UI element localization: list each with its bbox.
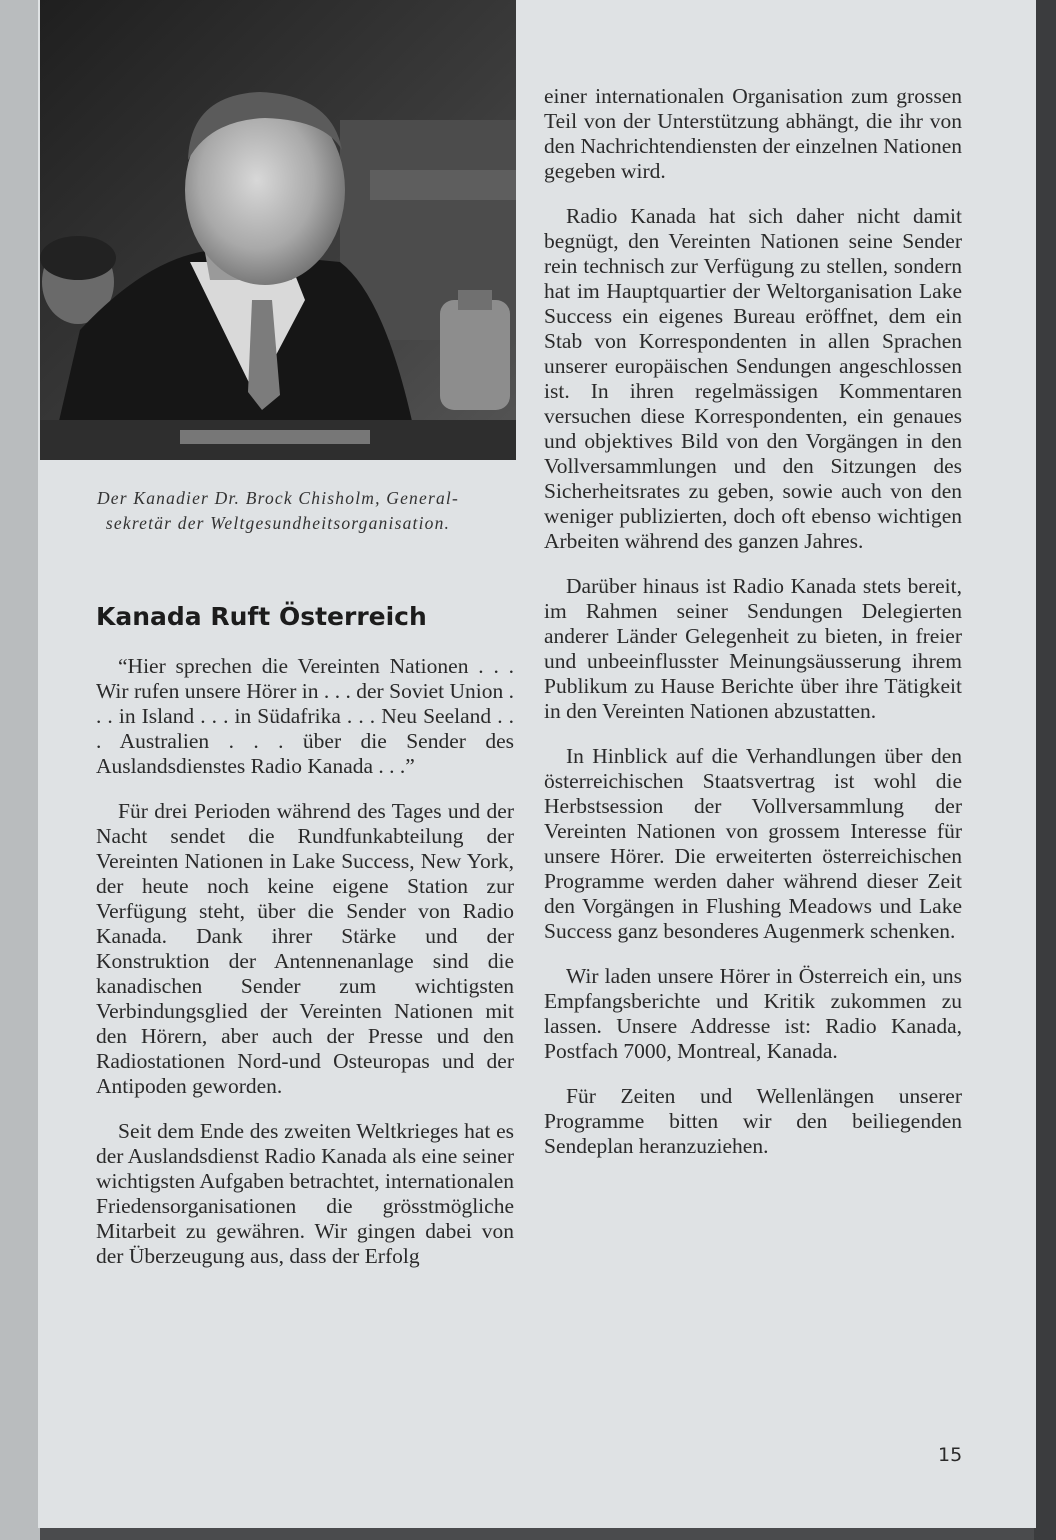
paragraph-right-4: Wir laden unsere Hörer in Österreich ein, uns Empfangsberichte und Kritik zukommen zu lassen. Unsere Addresse ist: Radio Kanada, Postfach 7000, Montreal, Kanada. — [544, 964, 962, 1063]
adjacent-page-edge — [0, 0, 40, 1540]
paragraph-right-0: einer internationalen Organisation zum grossen Teil von der Unterstützung abhängt, die ihr von den Nachrichtendiensten der einzelnen Nationen gegeben wird. — [544, 84, 962, 183]
paragraph-right-3: In Hinblick auf die Verhandlungen über den österreichischen Staatsvertrag ist wohl die Herbstsession der Vollversammlung der Vereinten Nationen von grossem Interesse für unsere Hörer. Die erweiterten österreichischen Programme werden daher während dieser Zeit den Vorgängen in Flushing Meadows und Lake Success ganz besonderes Augenmerk schenken. — [544, 744, 962, 943]
booklet-page — [38, 0, 1036, 1528]
caption-line-2: sekretär der Weltgesundheitsorganisation. — [105, 513, 451, 533]
paragraph-right-1: Radio Kanada hat sich daher nicht damit begnügt, den Vereinten Nationen seine Sender rein technisch zur Verfügung zu stellen, sondern hat im Hauptquartier der Weltorganisation Lake Success ein eigenes Bureau eröffnet, dem ein Stab von Korrespondenten in allen Sprachen unserer europäischen Sendungen angeschlossen ist. In ihren regelmässigen Kommentaren versuchen diese Korrespondenten, ein genaues und objektives Bild von den Vorgängen in den Vollversammlungen und den Sitzungen des Sicherheitsrates zu geben, sowie auch von den weniger publizierten, doch oft ebenso wichtigen Arbeiten während des ganzen Jahres. — [544, 204, 962, 553]
portrait-photo — [40, 0, 516, 460]
portrait-photo-icon — [40, 0, 516, 460]
caption-line-1: Der Kanadier Dr. Brock Chisholm, General- — [96, 488, 460, 508]
photo-caption — [48, 486, 508, 536]
page-number: 15 — [938, 1444, 963, 1466]
paragraph-left-2: Für drei Perioden während des Tages und der Nacht sendet die Rundfunkabteilung der Vereinten Nationen in Lake Success, New York, der heute noch keine eigene Station zur Verfügung steht, über die Sender von Radio Kanada. Dank ihrer Stärke und der Konstruktion der Antennenanlage sind die kanadischen Sender zum wichtigsten Verbindungsglied der Vereinten Nationen mit den Hörern, aber auch der Presse und den Radiostationen Nord-und Osteuropas und der Antipoden geworden. — [96, 799, 514, 1098]
paragraph-right-5: Für Zeiten und Wellenlängen unserer Programme bitten wir den beiliegenden Sendeplan heranzuziehen. — [544, 1084, 962, 1158]
right-text-column — [544, 84, 962, 1179]
paragraph-left-1: “Hier sprechen die Vereinten Nationen . . . Wir rufen unsere Hörer in . . . der Soviet Union . . . in Island . . . in Südafrika . . . Neu Seeland . . . Australien . . . über die Sender des Auslandsdienstes Radio Kanada . . .” — [96, 654, 514, 778]
background-edge — [1034, 0, 1056, 1540]
article-headline: Kanada Ruft Österreich — [96, 602, 427, 631]
left-text-column — [96, 654, 514, 1289]
paragraph-right-2: Darüber hinaus ist Radio Kanada stets bereit, im Rahmen seiner Sendungen Delegierten anderer Länder Gelegenheit zu bieten, in freier und unbeeinflusster Meinungsäusserung ihrem Publikum zu Hause Berichte über ihre Tätigkeit in den Vereinten Nationen abzustatten. — [544, 574, 962, 723]
paragraph-left-3: Seit dem Ende des zweiten Weltkrieges hat es der Auslandsdienst Radio Kanada als eine seiner wichtigsten Aufgaben betrachtet, internationalen Friedensorganisationen die grösstmögliche Mitarbeit zu gewähren. Wir gingen dabei von der Überzeugung aus, dass der Erfolg — [96, 1119, 514, 1268]
